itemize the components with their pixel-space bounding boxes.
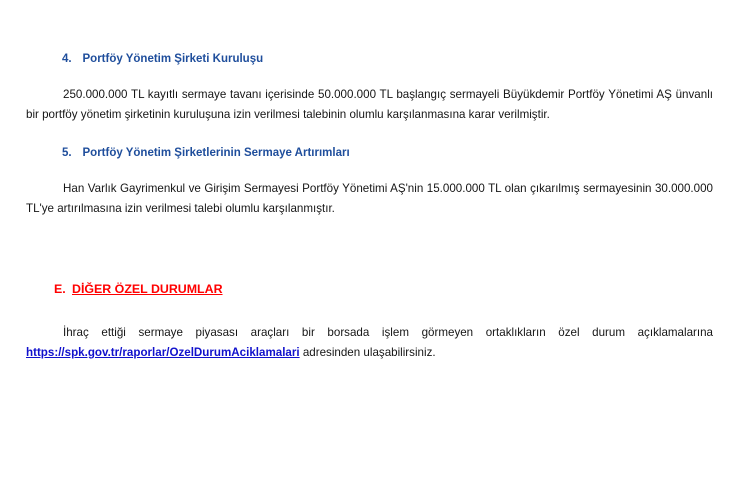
section-heading-4 [26, 52, 713, 67]
section-heading-5 [26, 146, 713, 161]
spacer [26, 67, 713, 85]
spacer [26, 125, 713, 146]
section-number-5: 5. [62, 147, 72, 159]
special-section-title: DİĞER ÖZEL DURUMLAR [72, 282, 223, 296]
special-paragraph-before-link: İhraç ettiği sermaye piyasası araçları bir borsada işlem görmeyen ortaklıkların özel durum açıklamalarına [63, 326, 713, 339]
special-paragraph-after-link: adresinden ulaşabilirsiniz. [299, 346, 436, 359]
section-paragraph-5-text: Han Varlık Gayrimenkul ve Girişim Sermayesi Portföy Yönetimi AŞ'nin 15.000.000 TL olan çıkarılmış sermayesinin 30.000.000 TL'ye artırılmasına izin verilmesi talebi olumlu karşılanmıştır. [26, 182, 713, 215]
spk-ozel-durum-link[interactable]: https://spk.gov.tr/raporlar/OzelDurumAciklamalari [26, 346, 300, 359]
spacer [26, 297, 713, 323]
spacer [26, 161, 713, 179]
section-title-5: Portföy Yönetim Şirketlerinin Sermaye Artırımları [82, 147, 350, 159]
spacer [26, 219, 713, 281]
section-paragraph-4-text: 250.000.000 TL kayıtlı sermaye tavanı içerisinde 50.000.000 TL başlangıç sermayeli Büyükdemir Portföy Yönetimi AŞ ünvanlı bir portföy yönetim şirketinin kuruluşuna izin verilmesi talebinin olumlu karşılanmasına karar verilmiştir. [26, 88, 713, 121]
document-content [26, 52, 713, 363]
special-section-heading [26, 281, 713, 297]
section-number-4: 4. [62, 53, 72, 65]
special-section-paragraph [26, 323, 713, 363]
section-paragraph-4 [26, 85, 713, 125]
section-paragraph-5 [26, 179, 713, 219]
special-section-letter: E. [54, 282, 66, 296]
section-title-4: Portföy Yönetim Şirketi Kuruluşu [82, 53, 264, 65]
